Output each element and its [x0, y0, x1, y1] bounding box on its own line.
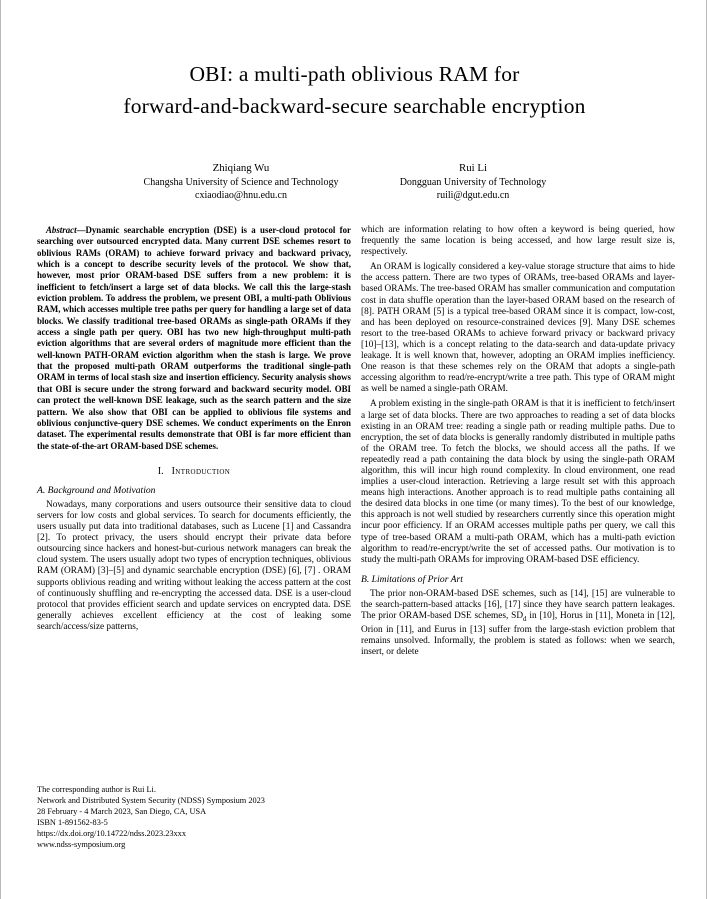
abstract-text: —Dynamic searchable encryption (DSE) is a user-cloud protocol for searching over outsourced encrypted data. Many current DSE schemes resort to oblivious RAMs (ORAM) to achieve forward privacy and backward privacy, which is a concept to describe security levels of the protocol. We show that, however, most prior ORAM-based DSE suffers from a new problem: it is inefficient to fetch/insert a large set of data blocks. We call this the large-stash eviction problem. To address the problem, we present OBI, a multi-path Oblivious RAM, which accesses multiple tree paths per query for handling a large set of data blocks. We classify traditional tree-based ORAMs as single-path ORAMs if they access a single path per query. OBI has two new high-throughput multi-path eviction algorithms that are several orders of magnitude more efficient than the well-known PATH-ORAM eviction algorithm when the stash is large. We prove that the proposed multi-path ORAM outperforms the traditional single-path ORAM in terms of local stash size and insertion efficiency. Security analysis shows that OBI is secure under the strong forward and backward security model. OBI can protect the well-known DSE leakage, such as the search pattern and the size pattern. We also show that OBI can be applied to oblivious file systems and oblivious conjunctive-query DSE schemes. We conduct experiments on the Enron dataset. The experimental results demonstrate that OBI is far more efficient than the state-of-the-art ORAM-based DSE schemes.	[37, 225, 351, 451]
conference-footnote	[37, 784, 351, 850]
author-2-name: Rui Li	[459, 162, 487, 174]
left-column	[37, 225, 351, 637]
right-paragraph-4-post: in [10], Horus in [11], Moneta in [12], Orion in [11], and Eurus in [13] suffer from the large-stash eviction problem that remains unsolved. Informally, the problem is stated as follows: when we search, insert, or delete	[361, 611, 675, 658]
abstract	[37, 225, 351, 452]
paper-title-line-1: OBI: a multi-path oblivious RAM for	[189, 62, 520, 86]
author-block-1	[144, 162, 339, 202]
intro-paragraph-1: Nowadays, many corporations and users outsource their sensitive data to cloud servers for low costs and global services. To search for documents efficiently, the users usually put data into traditional databases, such as Lucene [1] and Cassandra [2]. To protect privacy, the users should encrypt their private data before outsourcing since hackers and honest-but-curious network managers can break the cloud system. The users usually adopt two types of encryption techniques, oblivious RAM (ORAM) [3]–[5] and dynamic searchable encryption (DSE) [6], [7] . ORAM supports oblivious reading and writing without leaking the access pattern at the cost of continuously shuffling and re-encrypting the accessed data. DSE is a user-cloud protocol that provides efficient search and update services on encrypted data. DSE generally achieves excellent efficiency at the cost of leaking some search/access/size patterns,	[37, 499, 351, 632]
footnote-website: www.ndss-symposium.org	[37, 840, 126, 849]
right-paragraph-2: An ORAM is logically considered a key-value storage structure that aims to hide the access pattern. There are two types of ORAMs, tree-based ORAMs and layer-based ORAMs. The tree-based ORAM has smaller communication and computation cost in data shuffle operation than the layer-based ORAM based on the research of [8]. PATH ORAM [5] is a typical tree-based ORAM since it is compact, low-cost, and has been deployed on resource-constrained devices [9]. Many DSE schemes resort to the tree-based ORAMs to achieve forward privacy or backward privacy [10]–[13], which is a concept relating to the data-search and data-update privacy leakage. It is well known that, however, adopting an ORAM implies inefficiency. One reason is that these schemes rely on the ORAM that adopts a single-path accessing algorithm to read/re-encrypt/write a tree path. This type of ORAM might as well be named a single-path ORAM.	[361, 262, 675, 395]
sd-subscript: d	[523, 614, 527, 623]
footnote-doi: https://dx.doi.org/10.14722/ndss.2023.23xxx	[37, 829, 186, 838]
author-2-email: ruili@dgut.edu.cn	[436, 190, 510, 201]
subsection-heading-b: B. Limitations of Prior Art	[361, 573, 463, 585]
section-heading-introduction	[37, 466, 351, 477]
author-1-email: cxiaodiao@hnu.edu.cn	[195, 190, 287, 201]
footnote-conference: Network and Distributed System Security (NDSS) Symposium 2023	[37, 796, 265, 805]
right-paragraph-3: A problem existing in the single-path ORAM is that it is inefficient to fetch/insert a large set of data blocks. There are two approaches to reading a set of data blocks existing in an ORAM tree: reading a single path or reading multiple paths. Due to encryption, the set of data blocks is generally randomly distributed in multiple paths of the ORAM tree. To fetch the blocks, we should access all the paths. If we repeatedly read a path containing the data block by using the single-path ORAM algorithm, this will incur high round complexity. In cloud environment, one read implies a user-cloud interaction. Retrieving a large result set with this approach means high interactions. Another approach is to read multiple paths containing all the desired data blocks in one time (or many times). To the best of our knowledge, this approach is not well studied by researchers currently since this operation might incur poor efficiency. If an ORAM accesses multiple paths per query, we call this type of tree-based ORAM a multi-path ORAM, which has a multi-path eviction algorithm to read/re-encrypt/write the set of accessed paths. Our motivation is to study the multi-path ORAMs for improving ORAM-based DSE efficiency.	[361, 399, 675, 565]
right-paragraph-1: which are information relating to how often a keyword is being queried, how frequently the same location is being accessed, and how large result size is, respectively.	[361, 225, 675, 258]
footnote-isbn: ISBN 1-891562-83-5	[37, 818, 108, 827]
section-number: I.	[157, 465, 164, 477]
author-1-affiliation: Changsha University of Science and Technology	[143, 177, 339, 188]
section-title: Introduction	[171, 465, 231, 477]
paper-title	[1, 58, 707, 122]
right-paragraph-4-pre: The prior non-ORAM-based DSE schemes, such as [14], [15] are vulnerable to the search-pattern-based attacks [16], [17] since they have search pattern leakages. The prior ORAM-based DSE schemes, SD	[361, 588, 675, 621]
author-2-affiliation: Dongguan University of Technology	[399, 177, 547, 188]
author-1-name: Zhiqiang Wu	[212, 162, 270, 174]
footnote-corresponding-author: The corresponding author is Rui Li.	[37, 785, 156, 794]
right-paragraph-4	[361, 589, 675, 658]
subsection-heading-a: A. Background and Motivation	[37, 484, 156, 496]
author-block-2	[400, 162, 547, 202]
paper-title-line-2: forward-and-backward-secure searchable encryption	[123, 94, 586, 118]
footnote-conference-date-location: 28 February - 4 March 2023, San Diego, CA, USA	[37, 807, 207, 816]
abstract-lead-in: Abstract	[46, 225, 77, 235]
right-column	[361, 225, 675, 662]
